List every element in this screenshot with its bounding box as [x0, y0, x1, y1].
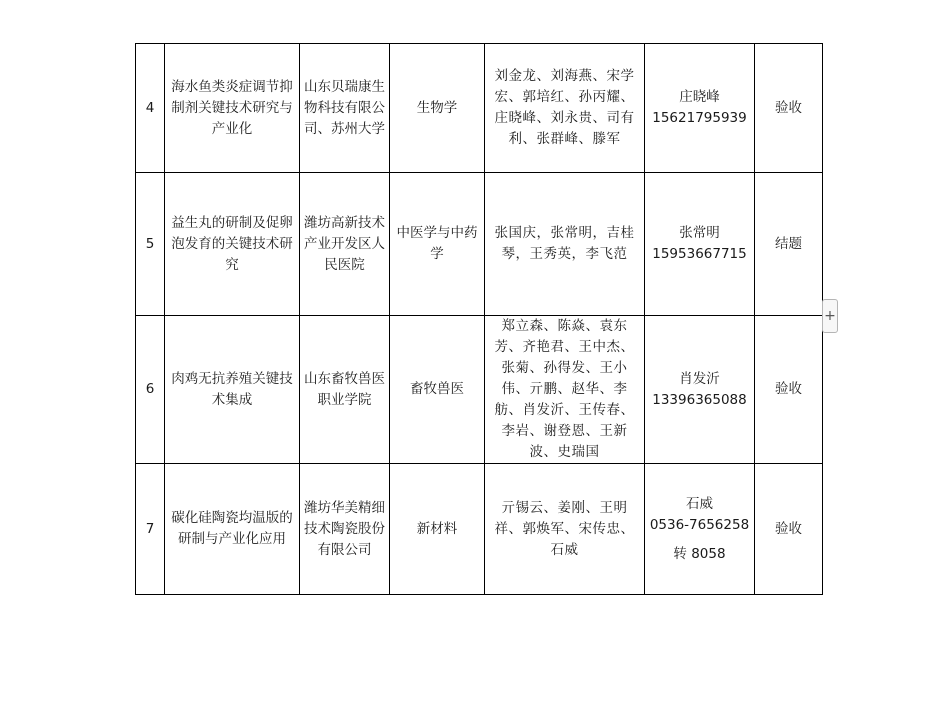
contact-name: 石威 [686, 495, 713, 512]
contact-phone: 0536-7656258 [649, 516, 750, 533]
contact-name: 庄晓峰 [679, 89, 720, 105]
contact [645, 44, 755, 173]
contact [645, 316, 755, 464]
add-row-button[interactable]: + [822, 299, 838, 333]
contact [645, 173, 755, 316]
project-table [135, 43, 823, 595]
status: 验收 [755, 44, 823, 173]
row-number: 7 [136, 464, 165, 595]
organization: 山东畜牧兽医职业学院 [300, 316, 390, 464]
row-number: 5 [136, 173, 165, 316]
row-number: 4 [136, 44, 165, 173]
status: 结题 [755, 173, 823, 316]
table-row [136, 464, 823, 595]
discipline: 生物学 [390, 44, 485, 173]
contact-name: 张常明 [679, 225, 720, 241]
contact-extension: 转 8058 [673, 545, 726, 562]
team-members: 刘金龙、刘海燕、宋学宏、郭培红、孙丙耀、庄晓峰、刘永贵、司有利、张群峰、滕军 [485, 44, 645, 173]
discipline: 中医学与中药学 [390, 173, 485, 316]
organization: 山东贝瑞康生物科技有限公司、苏州大学 [300, 44, 390, 173]
project-title: 益生丸的研制及促卵泡发育的关键技术研究 [165, 173, 300, 316]
project-title: 碳化硅陶瓷均温版的研制与产业化应用 [165, 464, 300, 595]
table-row [136, 316, 823, 464]
contact-phone: 13396365088 [652, 391, 747, 408]
contact-phone: 15621795939 [652, 110, 747, 126]
discipline: 新材料 [390, 464, 485, 595]
status: 验收 [755, 316, 823, 464]
project-title: 肉鸡无抗养殖关键技术集成 [165, 316, 300, 464]
organization: 潍坊高新技术产业开发区人民医院 [300, 173, 390, 316]
project-title: 海水鱼类炎症调节抑制剂关键技术研究与产业化 [165, 44, 300, 173]
status: 验收 [755, 464, 823, 595]
team-members: 亓锡云、姜刚、王明祥、郭焕军、宋传忠、石威 [485, 464, 645, 595]
team-members: 郑立森、陈焱、袁东芳、齐艳君、王中杰、张菊、孙得发、王小伟、亓鹏、赵华、李舫、肖发沂、王传春、李岩、谢登恩、王新波、史瑞国 [485, 316, 645, 464]
row-number: 6 [136, 316, 165, 464]
discipline: 畜牧兽医 [390, 316, 485, 464]
table-row [136, 173, 823, 316]
organization: 潍坊华美精细技术陶瓷股份有限公司 [300, 464, 390, 595]
contact-phone: 15953667715 [652, 246, 747, 262]
team-members: 张国庆，张常明，吉桂琴，王秀英，李飞范 [485, 173, 645, 316]
contact-name: 肖发沂 [679, 370, 720, 387]
table-row [136, 44, 823, 173]
contact [645, 464, 755, 595]
